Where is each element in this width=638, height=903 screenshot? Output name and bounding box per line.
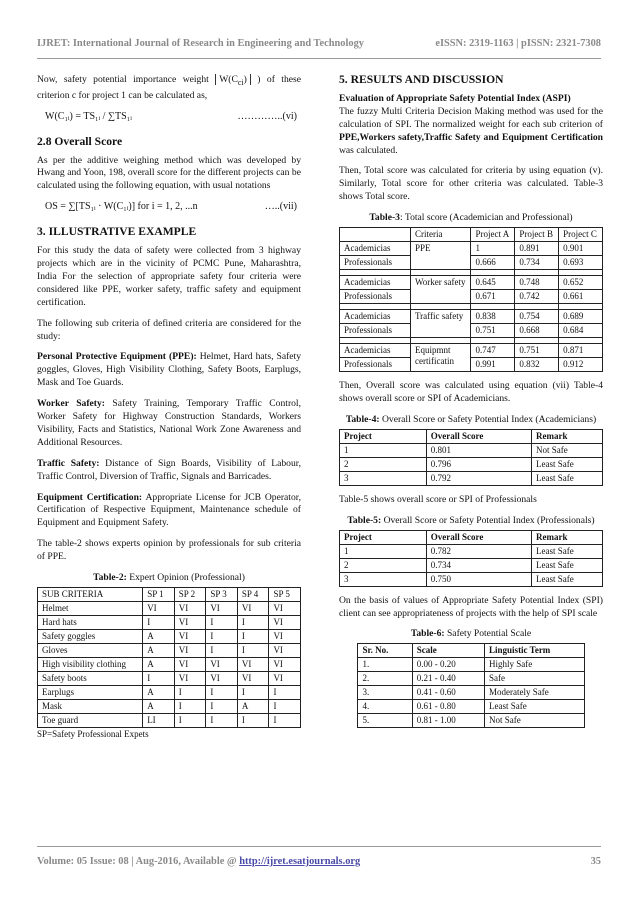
table-cell: 0.689 <box>559 310 603 324</box>
table-row <box>340 471 603 485</box>
table-cell: A <box>143 630 175 644</box>
table-cell: I <box>269 686 301 700</box>
table-cell: 0.684 <box>559 324 603 338</box>
traffic-safety-paragraph: Traffic Safety: Distance of Sign Boards, Visibility of Labour, Traffic Control, Diversion of Traffic, Signals and Barricades. <box>37 457 301 482</box>
table-header-cell: SP 1 <box>143 588 175 602</box>
table-header-cell: SP 4 <box>237 588 269 602</box>
table-row <box>340 572 603 586</box>
table-cell: 0.782 <box>426 544 531 558</box>
table-cell: 3. <box>358 686 412 700</box>
equation-vii: OS = ∑[TS₁ᵢ · W(C₁ᵢ)] for i = 1, 2, ...n …..(vii) <box>45 201 297 213</box>
table-header-cell: Project A <box>471 228 515 242</box>
table-cell: VI <box>174 658 206 672</box>
table-cell: VI <box>237 658 269 672</box>
table-cell: 2 <box>340 558 427 572</box>
table-cell: VI <box>269 672 301 686</box>
table-2-expert-opinion <box>37 587 301 728</box>
table-header-row <box>358 644 584 658</box>
aspi-paragraph: Evaluation of Appropriate Safety Potential Index (ASPI) The fuzzy Multi Criteria Decision Making method was used for the calculation of SPI. The normalized weight for each sub criterion of PPE,Workers safety,Traffic Safety and Equipment Certification was calculated. <box>339 92 603 156</box>
table-cell: 1 <box>340 544 427 558</box>
table-cell: Not Safe <box>531 443 602 457</box>
table-cell: Mask <box>38 700 143 714</box>
worker-safety-paragraph: Worker Safety: Safety Training, Temporary Traffic Control, Worker Safety for Highway Construction Standards, Workers Visibility, Facts and Statistics, National Work Zone Awareness and Additional Resources. <box>37 398 301 448</box>
table-cell: VI <box>237 672 269 686</box>
equipment-cert-paragraph: Equipment Certification: Appropriate License for JCB Operator, Certification of Respective Equipment, Maintenance schedule of Equipment and Equipment Safety. <box>37 491 301 529</box>
table-cell: I <box>174 700 206 714</box>
issn: eISSN: 2319-1163 | pISSN: 2321-7308 <box>435 38 601 49</box>
table-row <box>358 686 584 700</box>
table-header-cell: Remark <box>531 429 602 443</box>
table-cell: Safe <box>485 672 584 686</box>
overall-score-paragraph: As per the additive weighing method which was developed by Hwang and Yoon, 198, overall score for the different projects can be calculated using the following equation, with usual notations <box>37 154 301 192</box>
table-header-row <box>340 228 603 242</box>
table5-caption: Table-5: Overall Score or Safety Potential Index (Professionals) <box>347 514 595 526</box>
ppe-paragraph: Personal Protective Equipment (PPE): Helmet, Hard hats, Safety goggles, Gloves, High Visibility Clothing, Safety Boots, Earplugs, Mask and Toe Guards. <box>37 351 301 389</box>
table-cell: Academicias <box>340 276 411 290</box>
table-cell: Hard hats <box>38 616 143 630</box>
table-cell: VI <box>174 602 206 616</box>
table-cell: I <box>206 700 238 714</box>
table-3-total-score <box>339 227 603 372</box>
table-header-cell: Project <box>340 530 427 544</box>
table-cell: High visibility clothing <box>38 658 143 672</box>
table-header-cell: Sr. No. <box>358 644 412 658</box>
table-row <box>340 558 603 572</box>
table6-caption: Table-6: Safety Potential Scale <box>410 628 532 640</box>
table-row <box>38 672 301 686</box>
table-cell: 0.991 <box>471 358 515 372</box>
weight-symbol: $W(C_{ci})$ <box>215 74 251 85</box>
table-cell: 0.801 <box>426 443 531 457</box>
table-cell: Academicias <box>340 242 411 256</box>
table-cell: Earplugs <box>38 686 143 700</box>
table-cell: I <box>237 616 269 630</box>
table-header-cell: SP 3 <box>206 588 238 602</box>
table-cell: 0.891 <box>515 242 559 256</box>
table-header-cell: SP 5 <box>269 588 301 602</box>
sub-criteria-intro: The following sub criteria of defined criteria are considered for the study: <box>37 317 301 342</box>
table-row <box>340 242 603 256</box>
table-cell: 0.61 - 0.80 <box>412 700 484 714</box>
table-cell: 0.41 - 0.60 <box>412 686 484 700</box>
table-header-cell: SUB CRITERIA <box>38 588 143 602</box>
page-header <box>37 38 601 49</box>
table-row <box>340 324 603 338</box>
table-row <box>358 672 584 686</box>
table-cell: 0.754 <box>515 310 559 324</box>
table-cell: VI <box>269 616 301 630</box>
table-cell: I <box>174 686 206 700</box>
table-cell: LI <box>143 714 175 728</box>
table-cell: 0.81 - 1.00 <box>412 714 484 728</box>
table-header-cell: Project B <box>515 228 559 242</box>
table-cell: 3 <box>340 572 427 586</box>
criteria-cell: Worker safety <box>411 276 471 304</box>
table-cell: 1. <box>358 658 412 672</box>
table-cell: 0.00 - 0.20 <box>412 658 484 672</box>
table-cell: Professionals <box>340 290 411 304</box>
table-header-cell: Overall Score <box>426 530 531 544</box>
table-row <box>38 616 301 630</box>
criteria-cell: PPE <box>411 242 471 270</box>
table-cell: 0.668 <box>515 324 559 338</box>
table-cell: 0.21 - 0.40 <box>412 672 484 686</box>
table-row <box>38 700 301 714</box>
table-cell: VI <box>143 602 175 616</box>
weight-paragraph: Now, safety potential importance weight $W(C_{ci})$ ) of these criterion c for project 1 can be calculated as, <box>37 74 302 101</box>
table-cell: Moderately Safe <box>485 686 584 700</box>
table2-intro: The table-2 shows experts opinion by professionals for sub criteria of PPE. <box>37 538 301 563</box>
criteria-cell: Equipmnt certificatin <box>411 344 471 372</box>
table-header-cell <box>340 228 411 242</box>
table-cell: I <box>206 644 238 658</box>
section-2-8-heading: 2.8 Overall Score <box>37 134 123 148</box>
table-cell: 0.661 <box>559 290 603 304</box>
table-cell: 2. <box>358 672 412 686</box>
table-cell: 0.747 <box>471 344 515 358</box>
table-row <box>358 658 584 672</box>
table-cell: Safety boots <box>38 672 143 686</box>
table-cell: 3 <box>340 471 427 485</box>
table-cell: 0.671 <box>471 290 515 304</box>
table-cell: I <box>237 644 269 658</box>
footer-rule <box>37 846 601 847</box>
table-header-cell: Scale <box>412 644 484 658</box>
table-cell: I <box>237 630 269 644</box>
table-cell: 0.645 <box>471 276 515 290</box>
table-row <box>340 344 603 358</box>
table-cell: I <box>174 714 206 728</box>
table-row <box>340 276 603 290</box>
table-row <box>358 714 584 728</box>
table-cell: 0.796 <box>426 457 531 471</box>
journal-title: IJRET: International Journal of Research in Engineering and Technology <box>37 38 364 49</box>
table-header-cell: SP 2 <box>174 588 206 602</box>
total-score-paragraph: Then, Total score was calculated for criteria by using equation (v). Similarly, Total score for other criteria was calculated. Table-3 shows Total score. <box>339 165 603 203</box>
table-cell: Academicias <box>340 310 411 324</box>
table-cell: I <box>206 714 238 728</box>
table-cell: Least Safe <box>531 471 602 485</box>
table-row <box>38 644 301 658</box>
right-column <box>339 74 603 728</box>
table-cell: I <box>206 630 238 644</box>
table-cell: VI <box>237 602 269 616</box>
table-cell: 1 <box>340 443 427 457</box>
table-cell: Professionals <box>340 358 411 372</box>
table-cell: VI <box>174 644 206 658</box>
table-cell: 0.693 <box>559 256 603 270</box>
table-header-row <box>38 588 301 602</box>
criteria-cell: Traffic safety <box>411 310 471 338</box>
table-cell: Least Safe <box>531 558 602 572</box>
table-cell: A <box>143 644 175 658</box>
table-cell: VI <box>269 658 301 672</box>
table-cell: Toe guard <box>38 714 143 728</box>
table-cell: VI <box>269 602 301 616</box>
table-cell: A <box>143 700 175 714</box>
table-cell: 0.838 <box>471 310 515 324</box>
table-cell: 0.652 <box>559 276 603 290</box>
table3-caption: Table-3: Total score (Academician and Professional) <box>369 212 573 224</box>
table-row <box>340 443 603 457</box>
table-cell: 5. <box>358 714 412 728</box>
table-cell: I <box>269 700 301 714</box>
table4-caption: Table-4: Overall Score or Safety Potential Index (Academicians) <box>345 413 597 425</box>
page-number: 35 <box>590 856 601 867</box>
table-cell: 0.871 <box>559 344 603 358</box>
spi-scale-paragraph: On the basis of values of Appropriate Safety Potential Index (SPI) client can see appropriateness of projects with the help of SPI scale <box>339 594 603 619</box>
table-row <box>340 457 603 471</box>
table2-caption: Table-2: Expert Opinion (Professional) <box>93 572 245 584</box>
table-cell: VI <box>206 602 238 616</box>
table-row <box>340 256 603 270</box>
table-header-cell: Project C <box>559 228 603 242</box>
study-paragraph: For this study the data of safety were collected from 3 highway projects which are in the vicinity of PCMC Pune, Maharashtra, India For the selection of appropriate safety four criteria were considered like PPE, worker safety, traffic safety and equipment certification. <box>37 245 301 308</box>
table-row <box>340 358 603 372</box>
table-cell: I <box>269 714 301 728</box>
table-cell: 0.832 <box>515 358 559 372</box>
table-cell: 0.751 <box>515 344 559 358</box>
table-header-row <box>340 429 603 443</box>
journal-link[interactable]: http://ijret.esatjournals.org <box>239 856 361 867</box>
table-cell: 0.734 <box>426 558 531 572</box>
section-3-heading: 3. ILLUSTRATIVE EXAMPLE <box>37 225 197 239</box>
overall-score-professionals-text: Table-5 shows overall score or SPI of Professionals <box>339 493 537 505</box>
section-5-heading: 5. RESULTS AND DISCUSSION <box>339 73 504 86</box>
table-cell: Highly Safe <box>485 658 584 672</box>
table-cell: Helmet <box>38 602 143 616</box>
table-cell: VI <box>174 616 206 630</box>
table-cell: 1 <box>471 242 515 256</box>
table-cell: I <box>237 714 269 728</box>
table-cell: 0.912 <box>559 358 603 372</box>
table-cell: Academicias <box>340 344 411 358</box>
overall-score-academicians-text: Then, Overall score was calculated using equation (vii) Table-4 shows overall score or SPI of Academicians. <box>339 380 603 404</box>
table-header-cell: Overall Score <box>426 429 531 443</box>
table-cell: VI <box>174 672 206 686</box>
table-cell: Not Safe <box>485 714 584 728</box>
table-row <box>340 290 603 304</box>
table-cell: Gloves <box>38 644 143 658</box>
table-cell: VI <box>206 672 238 686</box>
table-cell: 0.742 <box>515 290 559 304</box>
table-row <box>340 544 603 558</box>
footer-volume: Volume: 05 Issue: 08 | Aug-2016, Available @ http://ijret.esatjournals.org <box>37 856 361 867</box>
table-cell: Professionals <box>340 256 411 270</box>
table2-note: SP=Safety Professional Expets <box>37 729 149 739</box>
header-rule <box>37 58 601 59</box>
table-header-cell: Linguistic Term <box>485 644 584 658</box>
table-cell: VI <box>269 630 301 644</box>
table-cell: A <box>237 700 269 714</box>
table-cell: 0.792 <box>426 471 531 485</box>
table-cell: 0.666 <box>471 256 515 270</box>
table-cell: Least Safe <box>485 700 584 714</box>
table-header-cell: Remark <box>531 530 602 544</box>
table-cell: Safety goggles <box>38 630 143 644</box>
table-header-cell: Criteria <box>411 228 471 242</box>
table-row <box>358 700 584 714</box>
table-row <box>38 658 301 672</box>
table-cell: Professionals <box>340 324 411 338</box>
table-row <box>38 714 301 728</box>
page-footer <box>37 856 601 867</box>
table-5-professionals <box>339 530 603 587</box>
table-cell: 0.748 <box>515 276 559 290</box>
equation-vi: W(C₁ᵢ) = TS₁ᵢ / ∑TS₁ᵢ …………..(vi) <box>45 110 297 122</box>
table-cell: Least Safe <box>531 572 602 586</box>
table-cell: VI <box>269 644 301 658</box>
table-cell: 0.734 <box>515 256 559 270</box>
table-header-row <box>340 530 603 544</box>
table-cell: 2 <box>340 457 427 471</box>
table-cell: I <box>206 616 238 630</box>
table-cell: Least Safe <box>531 544 602 558</box>
table-cell: A <box>143 686 175 700</box>
table-row <box>38 630 301 644</box>
table-row <box>340 310 603 324</box>
table-cell: 0.750 <box>426 572 531 586</box>
table-cell: I <box>206 686 238 700</box>
table-row <box>38 602 301 616</box>
table-cell: 0.901 <box>559 242 603 256</box>
table-cell: Least Safe <box>531 457 602 471</box>
table-cell: A <box>143 658 175 672</box>
table-header-cell: Project <box>340 429 427 443</box>
left-column <box>37 74 301 741</box>
table-cell: 0.751 <box>471 324 515 338</box>
table-cell: I <box>143 616 175 630</box>
table-4-academicians <box>339 429 603 486</box>
table-row <box>38 686 301 700</box>
table-cell: 4. <box>358 700 412 714</box>
table-cell: I <box>143 672 175 686</box>
table-cell: VI <box>206 658 238 672</box>
table-cell: VI <box>174 630 206 644</box>
table-6-scale <box>357 643 584 728</box>
table-cell: I <box>237 686 269 700</box>
